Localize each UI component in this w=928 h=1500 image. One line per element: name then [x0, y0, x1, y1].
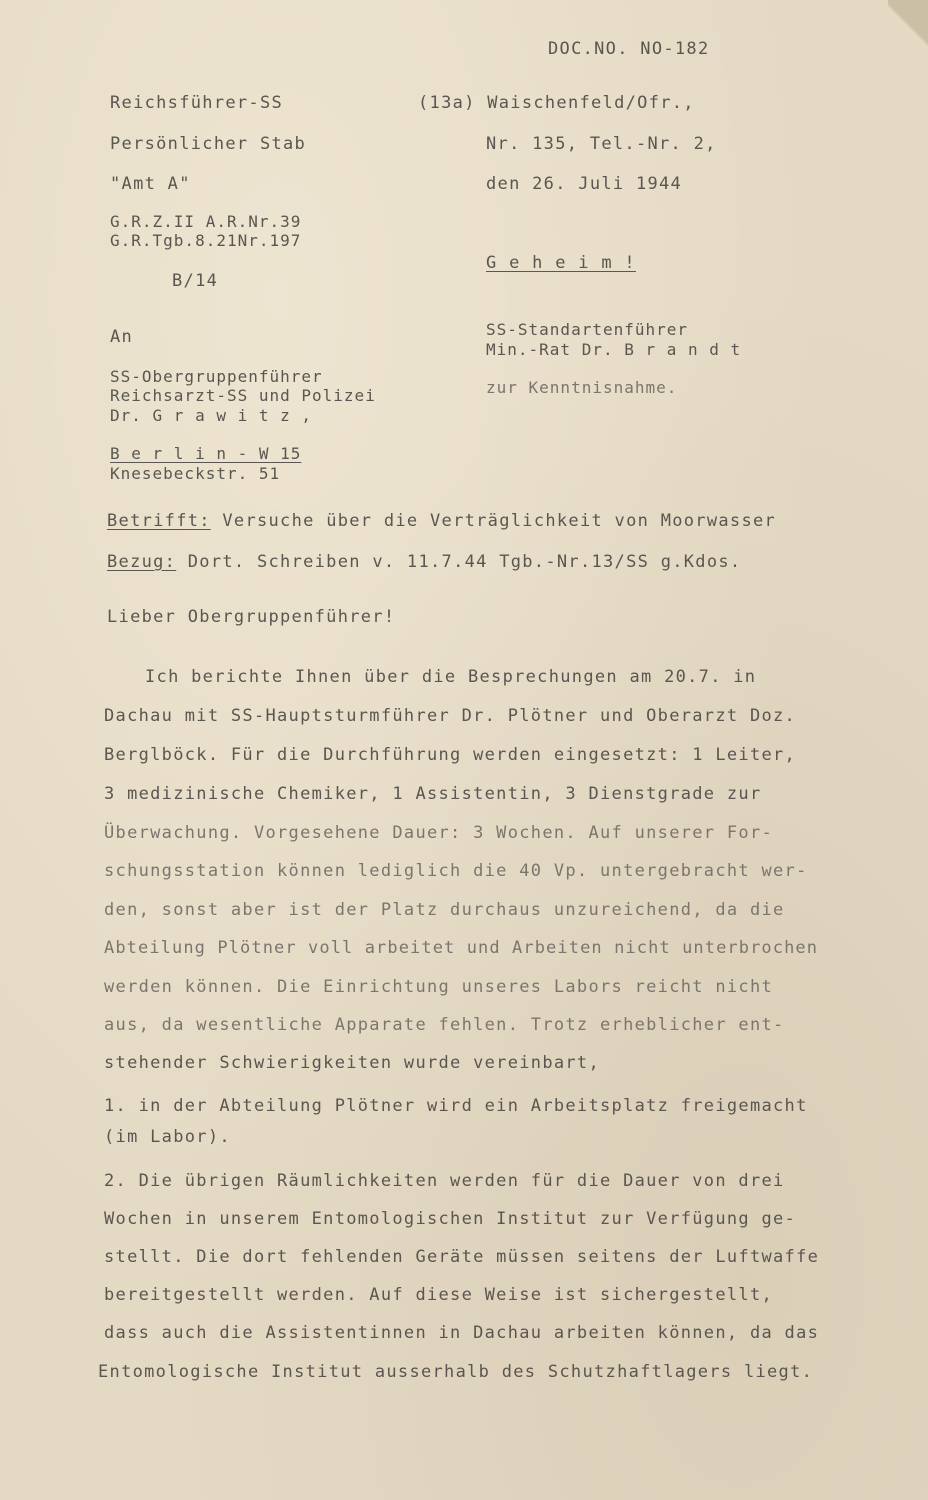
sender-office: "Amt A": [110, 174, 191, 194]
sender-ref-3: B/14: [172, 271, 219, 291]
classification-stamp: G e h e i m !: [486, 253, 636, 273]
copy-to-line-3: zur Kenntnisnahme.: [486, 378, 678, 397]
reference-label: Bezug:: [107, 552, 177, 572]
body-line: schungsstation können lediglich die 40 Vp. untergebracht wer-: [104, 861, 808, 881]
recipient-name: Dr. G r a w i t z ,: [110, 406, 313, 425]
subject-text: Versuche über die Verträglichkeit von Moorwasser: [222, 511, 777, 531]
sender-org: Reichsführer-SS: [110, 93, 284, 113]
recipient-title: Reichsarzt-SS und Polizei: [110, 386, 376, 405]
body-line: Dachau mit SS-Hauptsturmführer Dr. Plötner und Oberarzt Doz.: [104, 706, 797, 726]
copy-to-line-2: Min.-Rat Dr. B r a n d t: [486, 340, 742, 359]
body-line: stellt. Die dort fehlenden Geräte müssen seitens der Luftwaffe: [104, 1247, 820, 1267]
body-line: stehender Schwierigkeiten wurde vereinbart,: [104, 1053, 600, 1073]
location-address: Nr. 135, Tel.-Nr. 2,: [486, 134, 717, 154]
recipient-city: B e r l i n - W 15: [110, 444, 302, 463]
recipient-street: Knesebeckstr. 51: [110, 464, 281, 483]
recipient-an: An: [110, 327, 134, 347]
body-line: 3 medizinische Chemiker, 1 Assistentin, 3 Dienstgrade zur: [104, 784, 762, 804]
reference-text: Dort. Schreiben v. 11.7.44 Tgb.-Nr.13/SS g.Kdos.: [187, 552, 742, 572]
recipient-rank: SS-Obergruppenführer: [110, 367, 323, 386]
body-line: den, sonst aber ist der Platz durchaus unzureichend, da die: [104, 900, 785, 920]
sender-staff: Persönlicher Stab: [110, 134, 307, 154]
body-line: Überwachung. Vorgesehene Dauer: 3 Wochen. Auf unserer For-: [104, 823, 774, 843]
body-line: dass auch die Assistentinnen in Dachau arbeiten können, da das: [104, 1323, 820, 1343]
reference-line: [107, 551, 741, 573]
body-line: werden können. Die Einrichtung unseres Labors reicht nicht: [104, 977, 774, 997]
body-line: 1. in der Abteilung Plötner wird ein Arbeitsplatz freigemacht: [104, 1096, 808, 1116]
copy-to-line-1: SS-Standartenführer: [486, 320, 689, 339]
body-line: 2. Die übrigen Räumlichkeiten werden für die Dauer von drei: [104, 1171, 785, 1191]
location-city: (13a) Waischenfeld/Ofr.,: [418, 93, 695, 113]
body-line: (im Labor).: [104, 1127, 231, 1147]
body-line: Wochen in unserem Entomologischen Institut zur Verfügung ge-: [104, 1209, 797, 1229]
body-line: Ich berichte Ihnen über die Besprechungen am 20.7. in: [145, 667, 757, 687]
sender-ref-2: G.R.Tgb.8.21Nr.197: [110, 231, 302, 250]
sender-ref-1: G.R.Z.II A.R.Nr.39: [110, 212, 302, 231]
subject-line: [107, 510, 776, 532]
body-line: Entomologische Institut ausserhalb des Schutzhaftlagers liegt.: [98, 1362, 814, 1382]
body-line: Abteilung Plötner voll arbeitet und Arbeiten nicht unterbrochen: [104, 938, 819, 958]
subject-label: Betrifft:: [107, 511, 211, 531]
body-line: bereitgestellt werden. Auf diese Weise ist sichergestellt,: [104, 1285, 774, 1305]
body-line: Berglböck. Für die Durchführung werden eingesetzt: 1 Leiter,: [104, 745, 797, 765]
body-line: aus, da wesentliche Apparate fehlen. Trotz erheblicher ent-: [104, 1015, 785, 1035]
letter-date: den 26. Juli 1944: [486, 174, 683, 194]
salutation: Lieber Obergruppenführer!: [107, 607, 396, 627]
doc-number: DOC.NO. NO-182: [548, 39, 710, 59]
